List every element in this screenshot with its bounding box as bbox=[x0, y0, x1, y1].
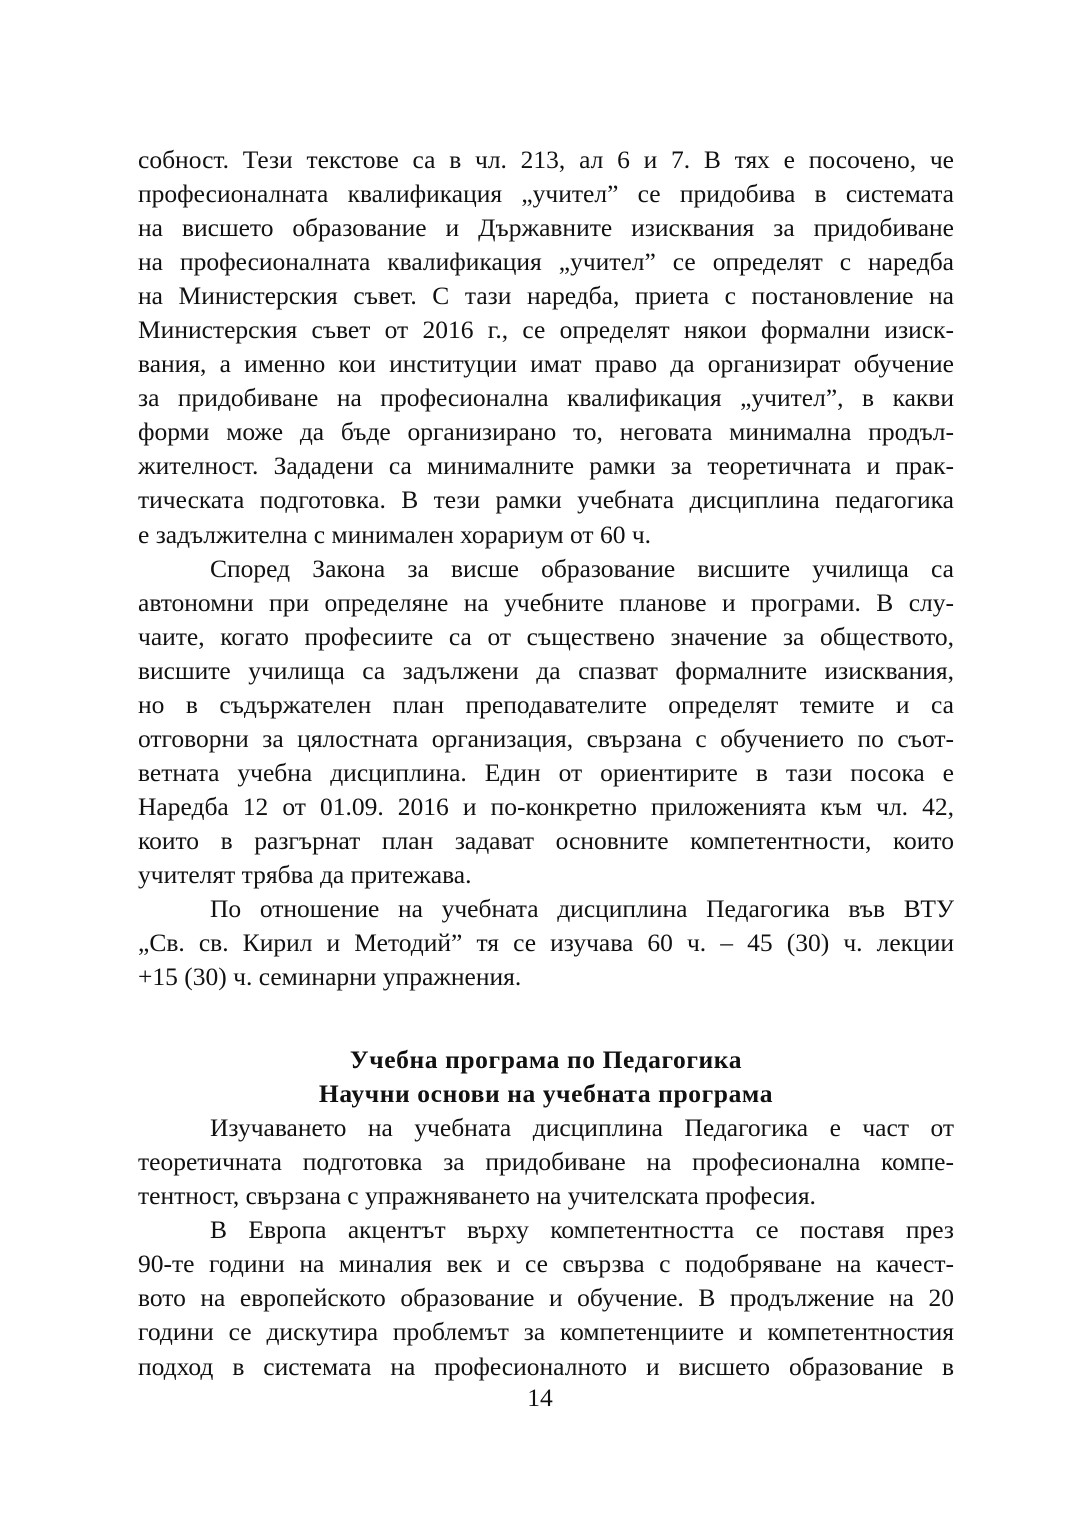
text-after-headings bbox=[138, 1111, 954, 1383]
text-line: за придобиване на професионална квалификация „учител”, в какви bbox=[138, 383, 954, 413]
text-line: автономни при определяне на учебните планове и програми. В слу- bbox=[138, 587, 954, 617]
text-line: 90-те години на миналия век и се свързва с подобряване на качест- bbox=[138, 1249, 954, 1279]
paragraph bbox=[138, 1111, 954, 1213]
text-line: „Св. св. Кирил и Методий” тя се изучава 60 ч. – 45 (30) ч. лекции bbox=[138, 928, 954, 958]
text-line: на Министерския съвет. С тази наредба, приета с постановление на bbox=[138, 281, 954, 311]
paragraph bbox=[138, 143, 954, 552]
page-body bbox=[138, 143, 954, 1384]
text-line: форми може да бъде организирано то, неговата минимална продъл- bbox=[138, 417, 954, 447]
section-subtitle: Научни основи на учебната програма bbox=[318, 1079, 774, 1109]
text-line: жителност. Зададени са минималните рамки за теоретичната и прак- bbox=[138, 451, 954, 481]
text-line: Министерския съвет от 2016 г., се определят някои формални изиск- bbox=[138, 315, 954, 345]
text-line: но в съдържателен план преподавателите определят темите и са bbox=[138, 689, 954, 719]
text-line: Наредба 12 от 01.09. 2016 и по-конкретно приложенията към чл. 42, bbox=[138, 791, 954, 821]
text-line: +15 (30) ч. семинарни упражнения. bbox=[138, 962, 522, 992]
text-line: години се дискутира проблемът за компетенциите и компетентностия bbox=[138, 1317, 954, 1347]
text-line: професионалната квалификация „учител” се придобива в системата bbox=[138, 179, 954, 209]
text-line: учителят трябва да притежава. bbox=[138, 859, 472, 889]
text-line: Според Закона за висше образование висшите училища са bbox=[210, 553, 954, 583]
text-line: Изучаването на учебната дисциплина Педагогика е част от bbox=[210, 1113, 954, 1143]
text-line: вания, а именно кои институции имат право да организират обучение bbox=[138, 349, 954, 379]
section-title: Учебна програма по Педагогика bbox=[349, 1045, 743, 1075]
text-line: По отношение на учебната дисциплина Педагогика във ВТУ bbox=[210, 894, 954, 924]
paragraph bbox=[138, 892, 954, 994]
text-line: вото на европейското образование и обучение. В продължение на 20 bbox=[138, 1283, 954, 1313]
text-line: В Европа акцентът върху компетентността се поставя през bbox=[210, 1215, 954, 1245]
page-number: 14 bbox=[527, 1383, 553, 1412]
text-line: чаите, когато професиите са от съществено значение за обществото, bbox=[138, 621, 954, 651]
text-line: висшите училища са задължени да спазват формалните изисквания, bbox=[138, 655, 954, 685]
text-line: теоретичната подготовка за придобиване на професионална компе- bbox=[138, 1147, 954, 1177]
text-line: на висшето образование и Държавните изисквания за придобиване bbox=[138, 213, 954, 243]
text-line: собност. Тези текстове са в чл. 213, ал 6 и 7. В тях е посочено, че bbox=[138, 145, 954, 174]
text-before-headings bbox=[138, 143, 954, 994]
text-line: е задължителна с минимален хорариум от 60 ч. bbox=[138, 519, 652, 549]
text-line: на професионалната квалификация „учител” се определят с наредба bbox=[138, 247, 954, 277]
paragraph bbox=[138, 1213, 954, 1383]
text-line: ветната учебна дисциплина. Един от ориентирите в тази посока е bbox=[138, 757, 954, 787]
text-line: отговорни за цялостната организация, свързана с обучението по съот- bbox=[138, 723, 954, 753]
section-gap bbox=[138, 994, 954, 1043]
text-line: тическата подготовка. В тези рамки учебната дисциплина педагогика bbox=[138, 485, 954, 515]
paragraph bbox=[138, 552, 954, 892]
section-headings bbox=[138, 1043, 954, 1111]
text-line: тентност, свързана с упражняването на учителската професия. bbox=[138, 1181, 816, 1211]
text-line: подход в системата на професионалното и висшето образование в bbox=[138, 1351, 954, 1381]
text-line: които в разгърнат план задават основните компетентности, които bbox=[138, 825, 954, 855]
